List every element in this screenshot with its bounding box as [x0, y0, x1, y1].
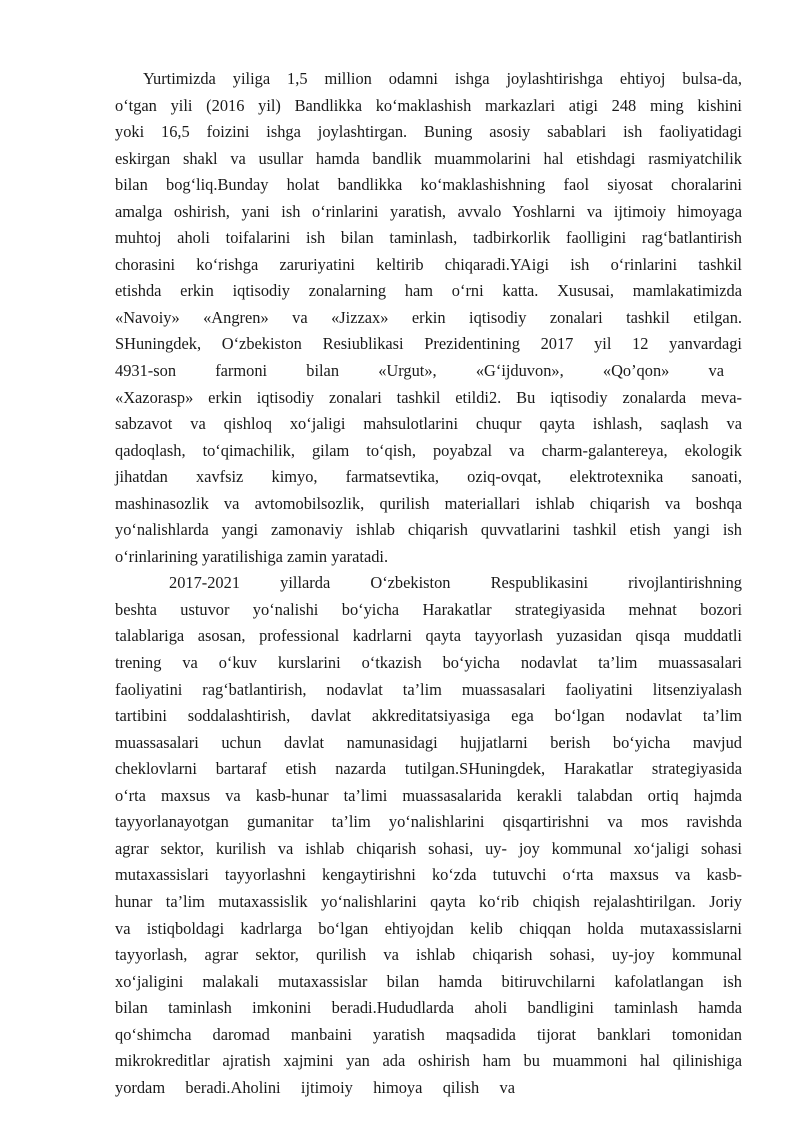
text-line: qadoqlash, to‘qimachilik, gilam to‘qish, poyabzal va charm-galantereya, ekologik [115, 440, 742, 460]
text-line: 4931-son farmoni bilan «Urgut», «G‘ijduvon», «Qo’qon» va [115, 361, 724, 381]
text-line: 2017-2021 yillarda O‘zbekiston Respublikasini rivojlantirishning [169, 573, 742, 593]
text-line: trening va o‘kuv kurslarini o‘tkazish bo‘yicha nodavlat ta’lim muassasalari [115, 653, 742, 673]
text-line: qo‘shimcha daromad manbaini yaratish maqsadida tijorat banklari tomonidan [115, 1024, 742, 1044]
text-line: xo‘jaligini malakali mutaxassislar bilan hamda bitiruvchilarni kafolatlangan ish [115, 971, 742, 991]
text-line: hunar ta’lim mutaxassislik yo‘nalishlarini qayta ko‘rib chiqish rejalashtirilgan. Joriy [115, 891, 742, 911]
text-line: o‘tgan yili (2016 yil) Bandlikka ko‘maklashish markazlari atigi 248 ming kishini [115, 95, 742, 115]
text-line: mikrokreditlar ajratish xajmini yan ada oshirish ham bu muammoni hal qilinishiga [115, 1051, 742, 1071]
document-page [115, 66, 742, 1101]
text-line: o‘rinlarining yaratilishiga zamin yaratadi. [115, 546, 389, 566]
text-line: tartibini soddalashtirish, davlat akkreditatsiyasiga ega bo‘lgan nodavlat ta’lim [115, 706, 742, 726]
text-line: bilan taminlash imkonini beradi.Hududlarda aholi bandligini taminlash hamda [115, 998, 742, 1018]
text-line: muassasalari uchun davlat namunasidagi hujjatlarni berish bo‘yicha mavjud [115, 732, 742, 752]
text-line: va istiqboldagi kadrlarga bo‘lgan ehtiyojdan kelib chiqqan holda mutaxassislarni [115, 918, 742, 938]
text-line: sabzavot va qishloq xo‘jaligi mahsulotlarini chuqur qayta ishlash, saqlash va [115, 414, 742, 434]
paragraph-1 [115, 66, 742, 570]
text-line: etishda erkin iqtisodiy zonalarning ham o‘rni katta. Xususai, mamlakatimizda [115, 281, 742, 301]
text-line: SHuningdek, O‘zbekiston Resiublikasi Prezidentining 2017 yil 12 yanvardagi [115, 334, 742, 354]
text-line: chorasini ko‘rishga zaruriyatini keltirib chiqaradi.YAigi ish o‘rinlarini tashkil [115, 254, 742, 274]
text-line: yordam beradi.Aholini ijtimoiy himoya qilish va [115, 1077, 515, 1097]
text-line: beshta ustuvor yo‘nalishi bo‘yicha Harakatlar strategiyasida mehnat bozori [115, 599, 742, 619]
text-line: yoki 16,5 foizini ishga joylashtirgan. Buning asosiy sabablari ish faoliyatidagi [115, 122, 742, 142]
text-line: talablariga asosan, professional kadrlarni qayta tayyorlash yuzasidan qisqa muddatli [115, 626, 742, 646]
text-line: «Xazorasp» erkin iqtisodiy zonalari tashkil etildi2. Bu iqtisodiy zonalarda meva- [115, 387, 742, 407]
text-line: tayyorlanayotgan gumanitar ta’lim yo‘nalishlarini qisqartirishni va mos ravishda [115, 812, 742, 832]
text-line: yo‘nalishlarda yangi zamonaviy ishlab chiqarish quvvatlarini tashkil etish yangi ish [115, 520, 742, 540]
text-line: o‘rta maxsus va kasb-hunar ta’limi muassasalarida kerakli talabdan ortiq hajmda [115, 785, 742, 805]
text-line: amalga oshirish, yani ish o‘rinlarini yaratish, avvalo Yoshlarni va ijtimoiy himoyaga [115, 201, 742, 221]
text-line: cheklovlarni bartaraf etish nazarda tutilgan.SHuningdek, Harakatlar strategiyasida [115, 759, 742, 779]
text-line: muhtoj aholi toifalarini ish bilan taminlash, tadbirkorlik faolligini rag‘batlantirish [115, 228, 742, 248]
text-line: Yurtimizda yiliga 1,5 million odamni ishga joylashtirishga ehtiyoj bulsa-da, [143, 69, 742, 88]
text-line: agrar sektor, kurilish va ishlab chiqarish sohasi, uy- joy kommunal xo‘jaligi sohasi [115, 838, 742, 858]
text-line: jihatdan xavfsiz kimyo, farmatsevtika, oziq-ovqat, elektrotexnika sanoati, [115, 467, 742, 487]
text-line: eskirgan shakl va usullar hamda bandlik muammolarini hal etishdagi rasmiyatchilik [115, 148, 742, 168]
text-line: bilan bog‘liq.Bunday holat bandlikka ko‘maklashishning faol siyosat choralarini [115, 175, 742, 195]
text-line: mashinasozlik va avtomobilsozlik, qurilish materiallari ishlab chiqarish va boshqa [115, 493, 742, 513]
text-line: mutaxassislari tayyorlashni kengaytirishni ko‘zda tutuvchi o‘rta maxsus va kasb- [115, 865, 742, 885]
text-line: faoliyatini rag‘batlantirish, nodavlat ta’lim muassasalari faoliyatini litsenziyalash [115, 679, 742, 699]
paragraph-2 [115, 570, 742, 1101]
text-line: «Navoiy» «Angren» va «Jizzax» erkin iqtisodiy zonalari tashkil etilgan. [115, 307, 742, 327]
text-line: tayyorlash, agrar sektor, qurilish va ishlab chiqarish sohasi, uy-joy kommunal [115, 945, 742, 965]
